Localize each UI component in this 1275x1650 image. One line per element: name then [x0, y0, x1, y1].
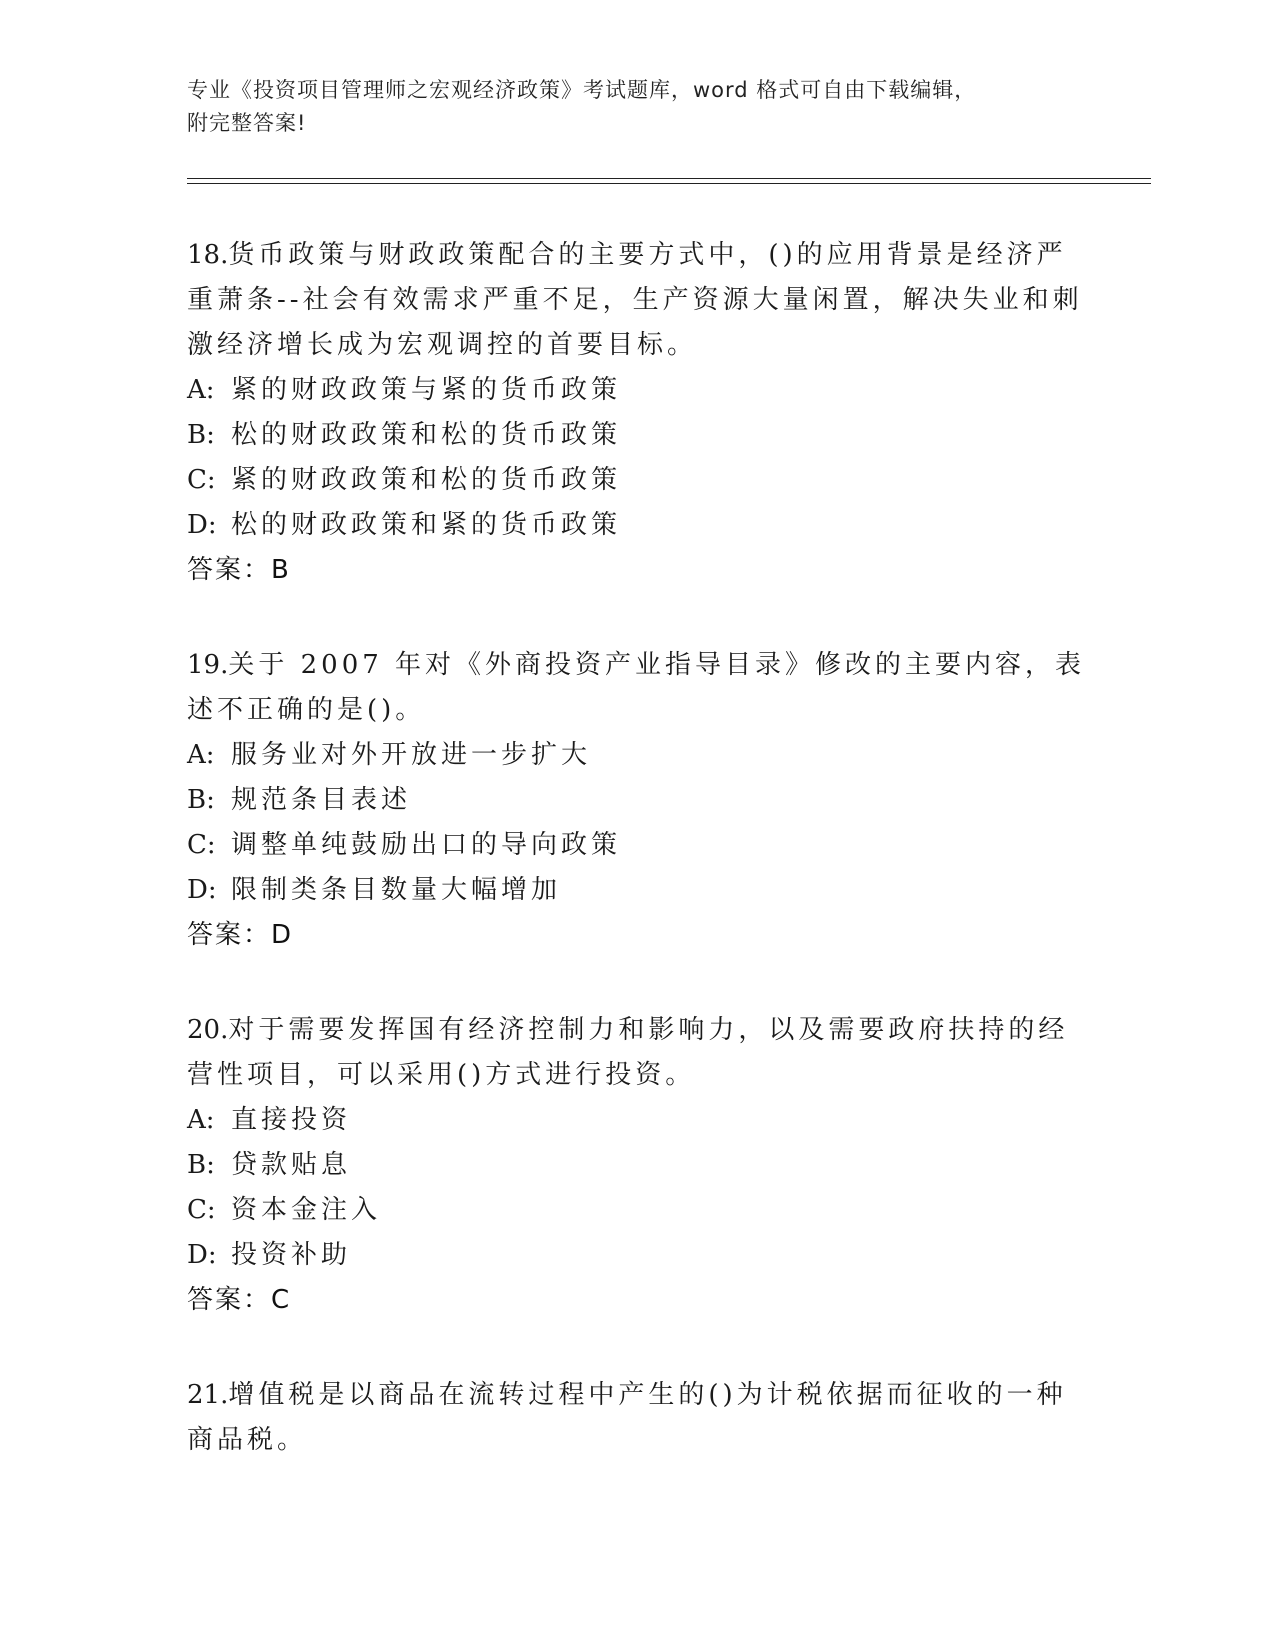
option-text: 服务业对外开放进一步扩大 — [231, 740, 592, 770]
header-line-2: 附完整答案! — [187, 111, 307, 135]
option-c — [187, 823, 1087, 868]
option-letter: D: — [187, 510, 217, 540]
question-21 — [187, 1373, 1087, 1463]
option-text: 调整单纯鼓励出口的导向政策 — [231, 830, 622, 860]
option-letter: A: — [187, 375, 215, 405]
option-text: 规范条目表述 — [231, 785, 412, 815]
question-number: 19. — [187, 650, 229, 680]
question-number: 21. — [187, 1380, 229, 1410]
option-b — [187, 1143, 1087, 1188]
question-body: 货币政策与财政政策配合的主要方式中，()的应用背景是经济严重萧条--社会有效需求严重不足，生产资源大量闲置，解决失业和刺激经济增长成为宏观调控的首要目标。 — [187, 240, 1083, 360]
option-c — [187, 458, 1087, 503]
option-a — [187, 733, 1087, 778]
option-letter: A: — [187, 1105, 215, 1135]
question-body: 增值税是以商品在流转过程中产生的()为计税依据而征收的一种商品税。 — [187, 1380, 1067, 1455]
option-text: 直接投资 — [231, 1105, 352, 1135]
option-letter: B: — [187, 1150, 215, 1180]
option-letter: D: — [187, 1240, 217, 1270]
option-text: 投资补助 — [231, 1240, 352, 1270]
question-body: 对于需要发挥国有经济控制力和影响力，以及需要政府扶持的经营性项目，可以采用()方式进行投资。 — [187, 1015, 1069, 1090]
header-line-1: 专业《投资项目管理师之宏观经济政策》考试题库，word 格式可自由下载编辑， — [187, 78, 977, 102]
option-d — [187, 1233, 1087, 1278]
option-letter: D: — [187, 875, 217, 905]
answer: 答案：B — [187, 555, 291, 585]
option-text: 限制类条目数量大幅增加 — [231, 875, 562, 905]
header-divider-bottom — [187, 183, 1151, 184]
option-letter: A: — [187, 740, 215, 770]
answer: 答案：D — [187, 920, 294, 950]
option-b — [187, 778, 1087, 823]
option-a — [187, 368, 1087, 413]
option-d — [187, 868, 1087, 913]
option-letter: C: — [187, 1195, 216, 1225]
question-20 — [187, 1008, 1087, 1323]
option-d — [187, 503, 1087, 548]
option-text: 松的财政政策和紧的货币政策 — [231, 510, 622, 540]
question-number: 20. — [187, 1015, 229, 1045]
question-body: 关于 2007 年对《外商投资产业指导目录》修改的主要内容，表述不正确的是()。 — [187, 650, 1086, 725]
option-a — [187, 1098, 1087, 1143]
option-c — [187, 1188, 1087, 1233]
option-letter: C: — [187, 465, 216, 495]
question-text — [187, 643, 1087, 733]
question-number: 18. — [187, 240, 229, 270]
header-divider-top — [187, 178, 1151, 179]
answer: 答案：C — [187, 1285, 292, 1315]
option-text: 松的财政政策和松的货币政策 — [231, 420, 622, 450]
option-text: 贷款贴息 — [231, 1150, 352, 1180]
option-letter: B: — [187, 420, 215, 450]
option-text: 紧的财政政策与紧的货币政策 — [231, 375, 622, 405]
question-text — [187, 233, 1087, 368]
option-text: 紧的财政政策和松的货币政策 — [231, 465, 622, 495]
option-b — [187, 413, 1087, 458]
question-18 — [187, 233, 1087, 593]
option-letter: C: — [187, 830, 216, 860]
document-header — [187, 74, 1087, 140]
option-text: 资本金注入 — [231, 1195, 382, 1225]
question-19 — [187, 643, 1087, 958]
question-text — [187, 1373, 1087, 1463]
option-letter: B: — [187, 785, 215, 815]
question-text — [187, 1008, 1087, 1098]
